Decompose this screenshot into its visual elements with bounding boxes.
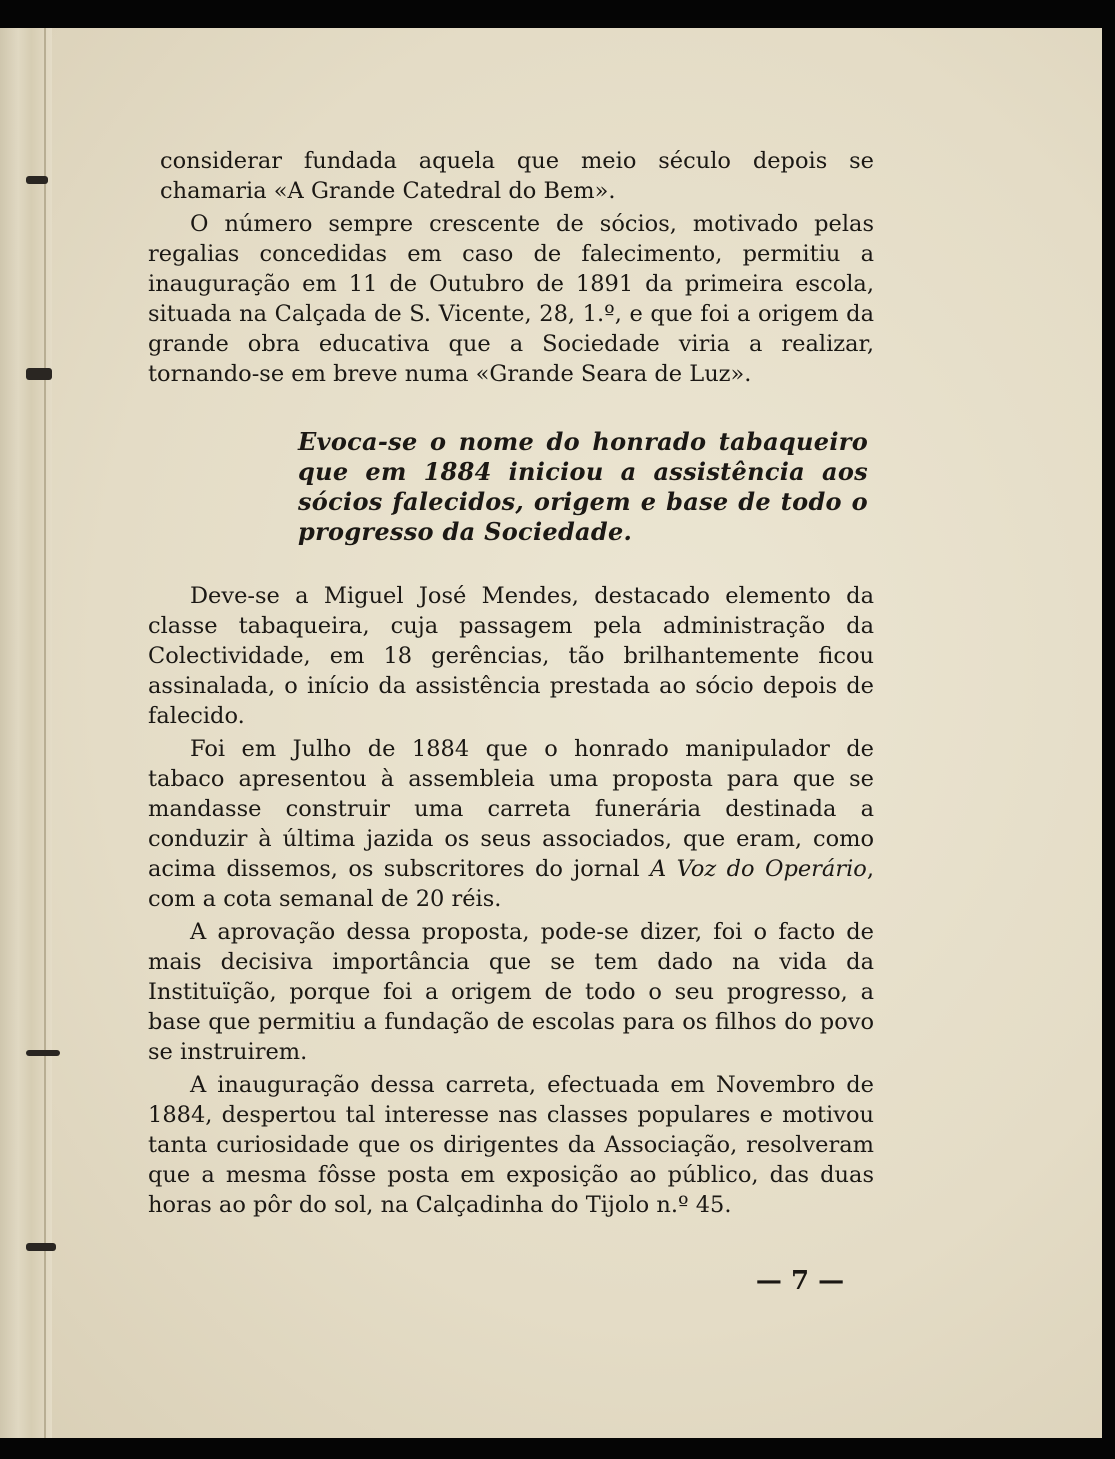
binding-stitch [26,176,48,184]
body-text [148,146,874,1220]
binding-stitch [26,1050,60,1056]
paragraph: A inauguração dessa carreta, efectuada em Novembro de 1884, despertou tal interesse nas classes populares e motivou tanta curiosidade que os dirigentes da Associação, resolveram que a mesma fôsse posta em exposição ao público, das duas horas ao pôr do sol, na Calçadinha do Tijolo n.º 45. [148,1072,874,1218]
gutter-fold [44,28,46,1438]
newspaper-title: A Voz do Operário [650,856,867,882]
paragraph: considerar fundada aquela que meio século depois se chamaria «A Grande Catedral do Bem». [160,148,874,204]
paragraph: O número sempre crescente de sócios, motivado pelas regalias concedidas em caso de falecimento, permitiu a inauguração em 11 de Outubro de 1891 da primeira escola, situada na Calçada de S. Vicente, 28, 1.º, e que foi a origem da grande obra educativa que a Sociedade viria a realizar, tornando-se em breve numa «Grande Seara de Luz». [148,211,874,387]
paragraph: A aprovação dessa proposta, pode-se dizer, foi o facto de mais decisiva importância que se tem dado na vida da Instituïção, porque foi a origem de todo o seu progresso, a base que permitiu a fundação de escolas para os filhos do povo se instruirem. [148,919,874,1065]
paragraph [148,734,874,914]
binding-stitch [26,368,52,380]
page-number: — 7 — [755,1266,845,1296]
paragraph-text: , com a cota semanal de 20 réis. [148,856,874,912]
book-page [0,28,1102,1438]
section-heading: Evoca-se o nome do honrado tabaqueiro que em 1884 iniciou a assistência aos sócios falecidos, origem e base de todo o progresso da Sociedade. [298,427,868,546]
paragraph: Deve-se a Miguel José Mendes, destacado elemento da classe tabaqueira, cuja passagem pela administração da Colectividade, em 18 gerências, tão brilhantemente ficou assinalada, o início da assistência prestada ao sócio depois de falecido. [148,583,874,729]
binding-stitch [26,1243,56,1251]
paragraph-text: Foi em Julho de 1884 que o honrado manipulador de tabaco apresentou à assembleia uma proposta para que se mandasse construir uma carreta funerária destinada a conduzir à última jazida os seus associados, que eram, como acima dissemos, os subscritores do jornal [148,736,874,882]
